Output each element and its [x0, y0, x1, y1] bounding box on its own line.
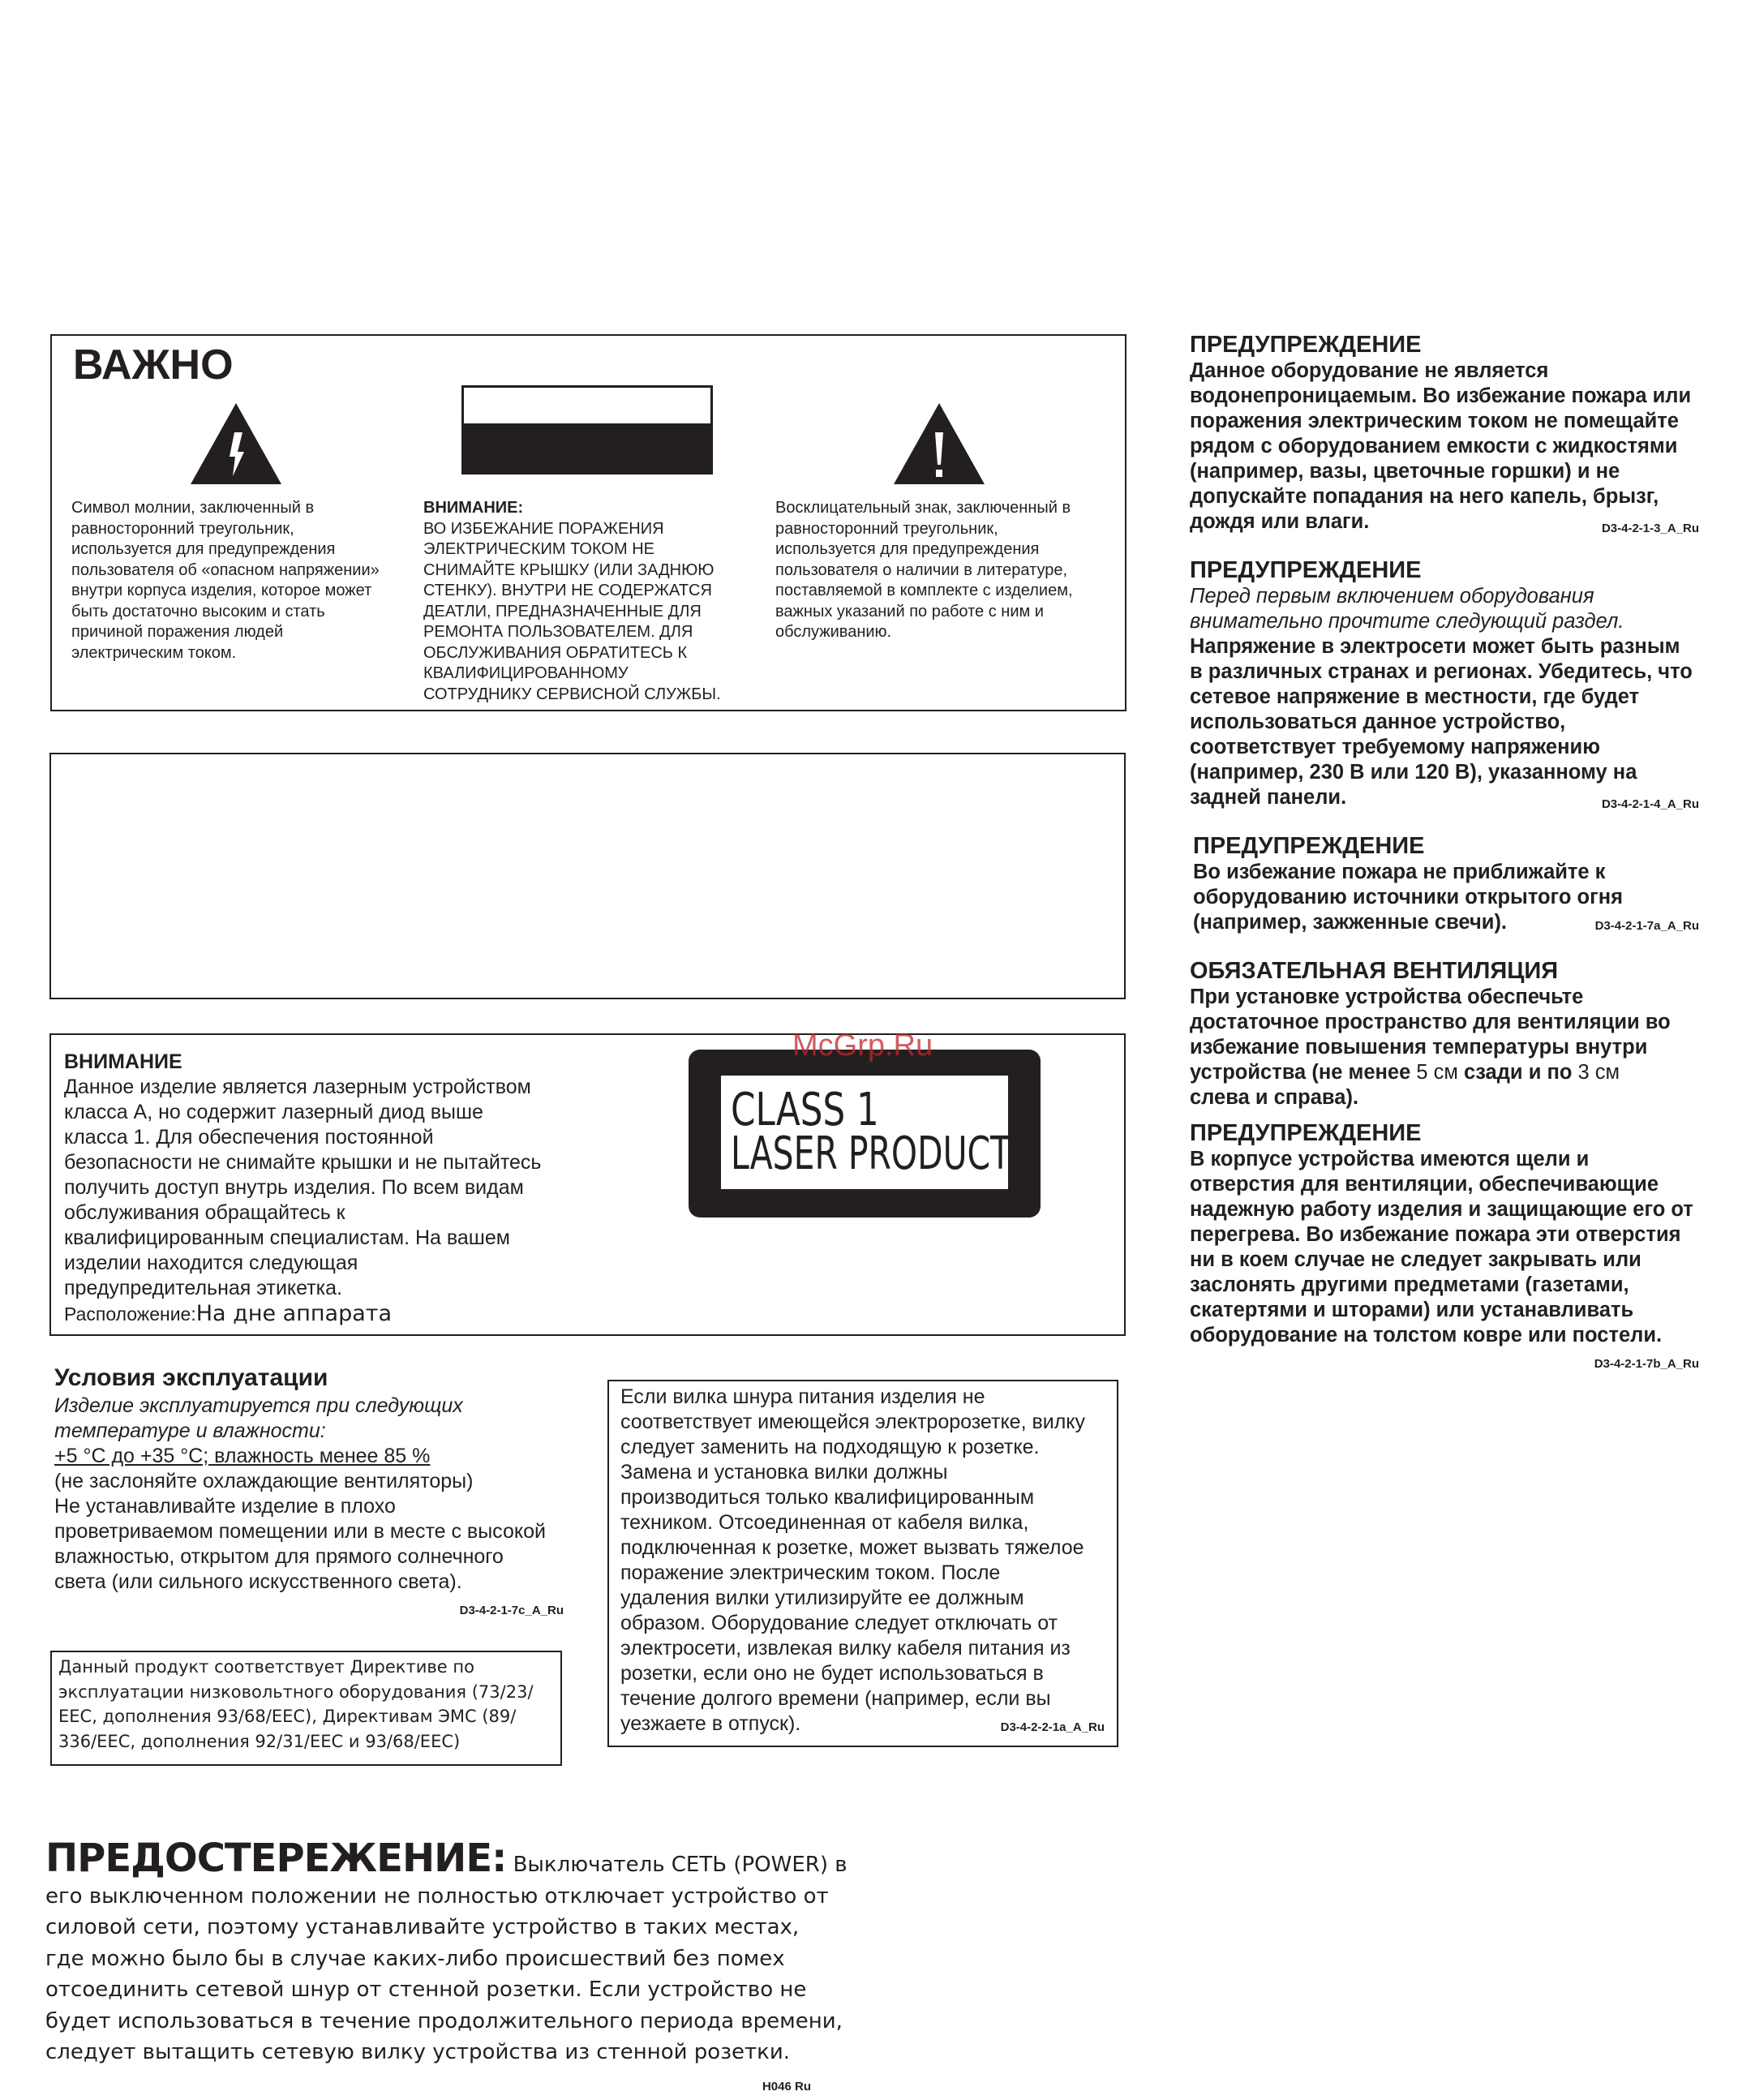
plug-text: Если вилка шнура питания изделия не соответствует имеющейся электророзетке, вилку следует заменить на подходящую к розетке. Замена и установка вилки должны производиться только квалифицированным техником. Отсоединенная от кабеля вилка, подключенная к розетке, может вызвать тяжелое поражение электрическим током. После удаления вилки утилизируйте ее должным образом. Оборудование следует отключать от электросети, извлекая вилку кабеля питания из розетки, если оно не будет использоваться в течение долгого времени (например, если вы уезжаете в отпуск).: [620, 1385, 1086, 1735]
warning-water: ПРЕДУПРЕЖДЕНИЕ Данное оборудование не является водонепроницаемым. Во избежание пожара или поражения электрическим током не помещайте рядом с оборудованием емкости с жидкостями (например, вазы, цветочные горшки) и не допускайте попадания на него капель, брызг, дождя или влаги.: [1190, 332, 1692, 533]
conditions-code: D3-4-2-1-7c_A_Ru: [459, 1604, 564, 1617]
warning-fire-code: D3-4-2-1-7a_A_Ru: [1594, 919, 1699, 933]
warning-voltage: ПРЕДУПРЕЖДЕНИЕ Перед первым включением оборудования внимательно прочтите следующий раздел. Напряжение в электросети может быть разным в различных странах и регионах. Убедитесь, что сетевое напряжение в местности, где будет использоваться данное устройство, соответствует требуемому напряжению (например, 230 В или 120 В), указанному на задней панели.: [1190, 557, 1693, 809]
directive-text: Данный продукт соответствует Директиве по эксплуатации низковольтного оборудования (73/23/ EEC, дополнения 93/68/EEC), Директивам ЭМС (89/ 336/EEC, дополнения 92/31/EEC и 93/68/EEC): [58, 1657, 534, 1751]
warning-fire: ПРЕДУПРЕЖДЕНИЕ Во избежание пожара не приближайте к оборудованию источники открытого огня (например, зажженные свечи).: [1193, 833, 1623, 934]
conditions-title: Условия эксплуатации: [54, 1364, 328, 1391]
ventilation: ОБЯЗАТЕЛЬНАЯ ВЕНТИЛЯЦИЯ При установке устройства обеспечьте достаточное пространство для вентиляции во избежание повышения температуры внутри устройства (не менее 5 см сзади и по 3 см слева и справа).: [1190, 958, 1671, 1109]
warning-openings-code: D3-4-2-1-7b_A_Ru: [1594, 1357, 1699, 1371]
location-value: На дне аппарата: [195, 1301, 393, 1326]
warning-openings: ПРЕДУПРЕЖДЕНИЕ В корпусе устройства имеются щели и отверстия для вентиляции, обеспечивающие надежную работу изделия и защищающие его от перегрева. Во избежание пожара эти отверстия ни в коем случае не следует закрывать или заслонять другими предметами (газетами, скатертями и шторами) или устанавливать оборудование на толстом ковре или постели.: [1190, 1120, 1693, 1346]
power-caution-code: H046 Ru: [762, 2080, 811, 2094]
class1-laser-label: [689, 1050, 1041, 1217]
power-caution-heading: ПРЕДОСТЕРЕЖЕНИЕ:: [45, 1836, 507, 1881]
exclamation-warning-icon: [892, 402, 986, 486]
laser-label-line1: CLASS 1: [731, 1084, 879, 1136]
laser-label-line2: LASER PRODUCT: [731, 1127, 1011, 1180]
location-label: Расположение:: [64, 1303, 196, 1325]
cover-warning: ВНИМАНИЕ: ВО ИЗБЕЖАНИЕ ПОРАЖЕНИЯ ЭЛЕКТРИЧЕСКИМ ТОКОМ НЕ СНИМАЙТЕ КРЫШКУ (ИЛИ ЗАДНЮЮ СТЕНКУ). ВНУТРИ НЕ СОДЕРЖАТСЯ ДЕАТЛИ, ПРЕДНАЗНАЧЕННЫЕ ДЛЯ РЕМОНТА ПОЛЬЗОВАТЕЛЕМ. ДЛЯ ОБСЛУЖИВАНИЯ ОБРАТИТЕСЬ К КВАЛИФИЦИРОВАННОМУ СОТРУДНИКУ СЕРВИСНОЙ СЛУЖБЫ.: [423, 499, 721, 703]
conditions-text: Изделие эксплуатируется при следующих температуре и влажности: +5 °C до +35 °C; влажность менее 85 % (не заслоняйте охлаждающие вентиляторы) Не устанавливайте изделие в плохо проветриваемом помещении или в месте с высокой влажностью, открытом для прямого солнечного света (или сильного искусственного света).: [54, 1394, 546, 1593]
lightning-warning-icon: [189, 402, 283, 486]
watermark: McGrp.Ru: [792, 1029, 933, 1063]
power-caution: ПРЕДОСТЕРЕЖЕНИЕ: Выключатель СЕТЬ (POWER) в его выключенном положении не полностью отключает устройство от силовой сети, поэтому устанавливайте устройство в таких местах, где можно было бы в случае каких-либо происшествий без помех отсоединить сетевой шнур от стенной розетки. Если устройство не будет использоваться в течение продолжительного периода времени, следует вытащить сетевую вилку устройства из стенной розетки.: [45, 1836, 848, 2064]
warning-water-code: D3-4-2-1-3_A_Ru: [1601, 522, 1699, 535]
warning-voltage-code: D3-4-2-1-4_A_Ru: [1601, 797, 1699, 811]
lightning-description: Символ молнии, заключенный в равносторонний треугольник, используется для предупреждения пользователя об «опасном напряжении» внутри корпуса изделия, которое может быть достаточно высоким и стать причиной поражения людей электрическим током.: [71, 499, 380, 662]
blank-box: [49, 753, 1126, 999]
plug-code: D3-4-2-2-1a_A_Ru: [1000, 1720, 1105, 1734]
exclamation-description: Восклицательный знак, заключенный в равносторонний треугольник, используется для предупреждения пользователя о наличии в литературе, поставляемой в комплекте с изделием, важных указаний по работе с ним и обслуживанию.: [775, 499, 1073, 641]
important-title: ВАЖНО: [73, 341, 234, 389]
caution-label-icon: [461, 385, 713, 475]
laser-text: ВНИМАНИЕ Данное изделие является лазерным устройством класса А, но содержит лазерный диод выше класса 1. Для обеспечения постоянной безопасности не снимайте крышки и не пытайтесь получить доступ внутрь изделия. По всем видам обслуживания обращайтесь к квалифицированным специалистам. На вашем изделии находится следующая предупредительная этикетка. Расположение:На дне аппарата: [64, 1050, 542, 1326]
